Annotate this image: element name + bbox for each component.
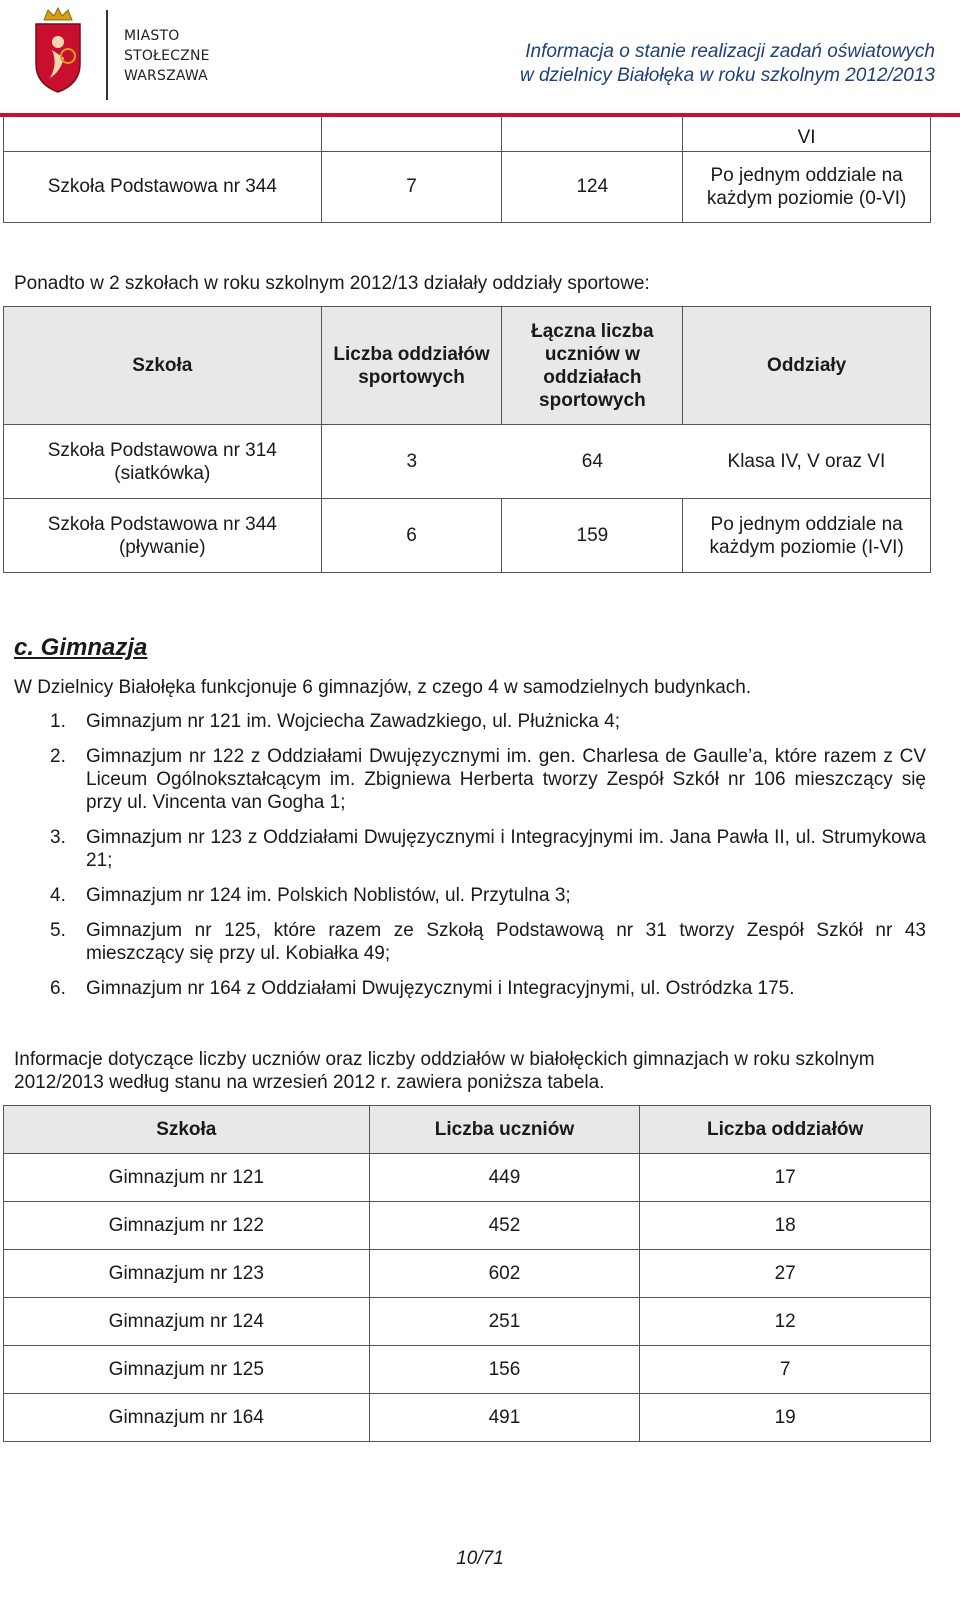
table-cell-classes: 18 <box>640 1202 931 1250</box>
page-header <box>0 0 960 118</box>
table-cell-school: Gimnazjum nr 124 <box>4 1298 370 1346</box>
list-item-text: Gimnazjum nr 123 z Oddziałami Dwujęzycznymi i Integracyjnymi im. Jana Pawła II, ul. Strumykowa 21; <box>86 827 926 871</box>
table-cell-note: Po jednym oddziale na każdym poziomie (0-VI) <box>683 151 931 222</box>
table-cell-count: 7 <box>321 151 502 222</box>
list-item-text: Gimnazjum nr 124 im. Polskich Noblistów, ul. Przytulna 3; <box>86 885 571 906</box>
table-cell-count: 3 <box>321 425 502 499</box>
table-row <box>4 1394 931 1442</box>
document-title <box>520 40 935 88</box>
table-cell-students: 64 <box>502 425 683 499</box>
table-row <box>4 1346 931 1394</box>
page-number: 10/71 <box>456 1548 504 1569</box>
logo-line: WARSZAWA <box>124 68 208 84</box>
list-item-text: Gimnazjum nr 122 z Oddziałami Dwujęzycznymi im. gen. Charlesa de Gaulle’a, które razem z CV Liceum Ogólnokształcącym im. Zbigniewa Herberta tworzy Zespół Szkół nr 106 mieszczący się przy ul. Vincenta van Gogha 1; <box>86 746 926 813</box>
primary-schools-table-continued <box>3 115 931 223</box>
list-item <box>50 745 926 814</box>
warsaw-coat-of-arms-logo <box>30 6 86 99</box>
table-cell-school: Szkoła Podstawowa nr 344 <box>4 151 322 222</box>
table-cell-classes: 27 <box>640 1250 931 1298</box>
table-cell-students: 251 <box>369 1298 640 1346</box>
list-item-text: Gimnazjum nr 121 im. Wojciecha Zawadzkiego, ul. Płużnicka 4; <box>86 711 620 732</box>
table-cell-classes: 7 <box>640 1346 931 1394</box>
table-cell: VI <box>683 115 931 151</box>
sports-classes-table <box>3 306 931 573</box>
list-item-number: 5. <box>50 920 66 941</box>
table-intro-paragraph: Informacje dotyczące liczby uczniów oraz liczby oddziałów w białołęckich gimnazjach w roku szkolnym 2012/2013 według stanu na wrzesień 2012 r. zawiera poniższa tabela. <box>14 1049 875 1093</box>
table-cell-school: Gimnazjum nr 125 <box>4 1346 370 1394</box>
table-header-row <box>4 307 931 425</box>
table-cell-classes: 17 <box>640 1154 931 1202</box>
list-item-number: 3. <box>50 827 66 848</box>
table-cell <box>321 115 502 151</box>
table-cell-classes: Po jednym oddziale na każdym poziomie (I-VI) <box>683 499 931 573</box>
table-cell-students: 156 <box>369 1346 640 1394</box>
list-item <box>50 977 926 1000</box>
table-cell <box>4 115 322 151</box>
list-item <box>50 826 926 872</box>
column-header: Łączna liczba uczniów w oddziałach sportowych <box>502 307 683 425</box>
table-cell-classes: 19 <box>640 1394 931 1442</box>
document-title-line: w dzielnicy Białołęka w roku szkolnym 2012/2013 <box>519 65 935 86</box>
logo-separator <box>106 10 108 100</box>
logo-line: MIASTO <box>124 28 180 44</box>
table-cell-school: Gimnazjum nr 121 <box>4 1154 370 1202</box>
column-header: Oddziały <box>683 307 931 425</box>
list-item-text: Gimnazjum nr 164 z Oddziałami Dwujęzycznymi i Integracyjnymi, ul. Ostródzka 175. <box>86 978 795 999</box>
logo-text <box>124 26 210 86</box>
gymnasium-stats-table <box>3 1105 931 1442</box>
table-row <box>4 1154 931 1202</box>
table-cell <box>502 115 683 151</box>
list-item <box>50 884 926 907</box>
column-header: Liczba oddziałów <box>640 1106 931 1154</box>
list-item-text: Gimnazjum nr 125, które razem ze Szkołą Podstawową nr 31 tworzy Zespół Szkół nr 43 mieszczący się przy ul. Kobiałka 49; <box>86 920 926 964</box>
list-item <box>50 710 926 733</box>
table-cell-classes: 12 <box>640 1298 931 1346</box>
gymnasium-list <box>50 710 926 1012</box>
intro-paragraph: W Dzielnicy Białołęka funkcjonuje 6 gimnazjów, z czego 4 w samodzielnych budynkach. <box>14 677 752 698</box>
column-header: Liczba oddziałów sportowych <box>321 307 502 425</box>
list-item <box>50 919 926 965</box>
column-header: Szkoła <box>4 307 322 425</box>
list-item-number: 2. <box>50 746 66 767</box>
table-cell-school: Gimnazjum nr 164 <box>4 1394 370 1442</box>
table-cell-classes: Klasa IV, V oraz VI <box>683 425 931 499</box>
table-cell-school: Szkoła Podstawowa nr 314 (siatkówka) <box>4 425 322 499</box>
table-cell-students: 452 <box>369 1202 640 1250</box>
table-cell-students: 449 <box>369 1154 640 1202</box>
table-row <box>4 115 931 151</box>
table-row <box>4 425 931 499</box>
sports-paragraph: Ponadto w 2 szkołach w roku szkolnym 2012/13 działały oddziały sportowe: <box>14 273 650 294</box>
list-item-number: 4. <box>50 885 66 906</box>
column-header: Liczba uczniów <box>369 1106 640 1154</box>
table-cell-students: 159 <box>502 499 683 573</box>
table-cell-school: Gimnazjum nr 122 <box>4 1202 370 1250</box>
table-row <box>4 151 931 222</box>
table-cell-students: 124 <box>502 151 683 222</box>
table-cell-count: 6 <box>321 499 502 573</box>
table-cell-school: Gimnazjum nr 123 <box>4 1250 370 1298</box>
table-row <box>4 499 931 573</box>
section-heading: c. Gimnazja <box>14 634 148 661</box>
logo-line: STOŁECZNE <box>124 48 210 64</box>
list-item-number: 6. <box>50 978 66 999</box>
table-cell-students: 602 <box>369 1250 640 1298</box>
table-cell-students: 491 <box>369 1394 640 1442</box>
table-row <box>4 1250 931 1298</box>
table-row <box>4 1202 931 1250</box>
table-header-row <box>4 1106 931 1154</box>
list-item-number: 1. <box>50 711 66 732</box>
document-title-line: Informacja o stanie realizacji zadań oświatowych <box>525 41 935 62</box>
table-cell-school: Szkoła Podstawowa nr 344 (pływanie) <box>4 499 322 573</box>
column-header: Szkoła <box>4 1106 370 1154</box>
table-row <box>4 1298 931 1346</box>
